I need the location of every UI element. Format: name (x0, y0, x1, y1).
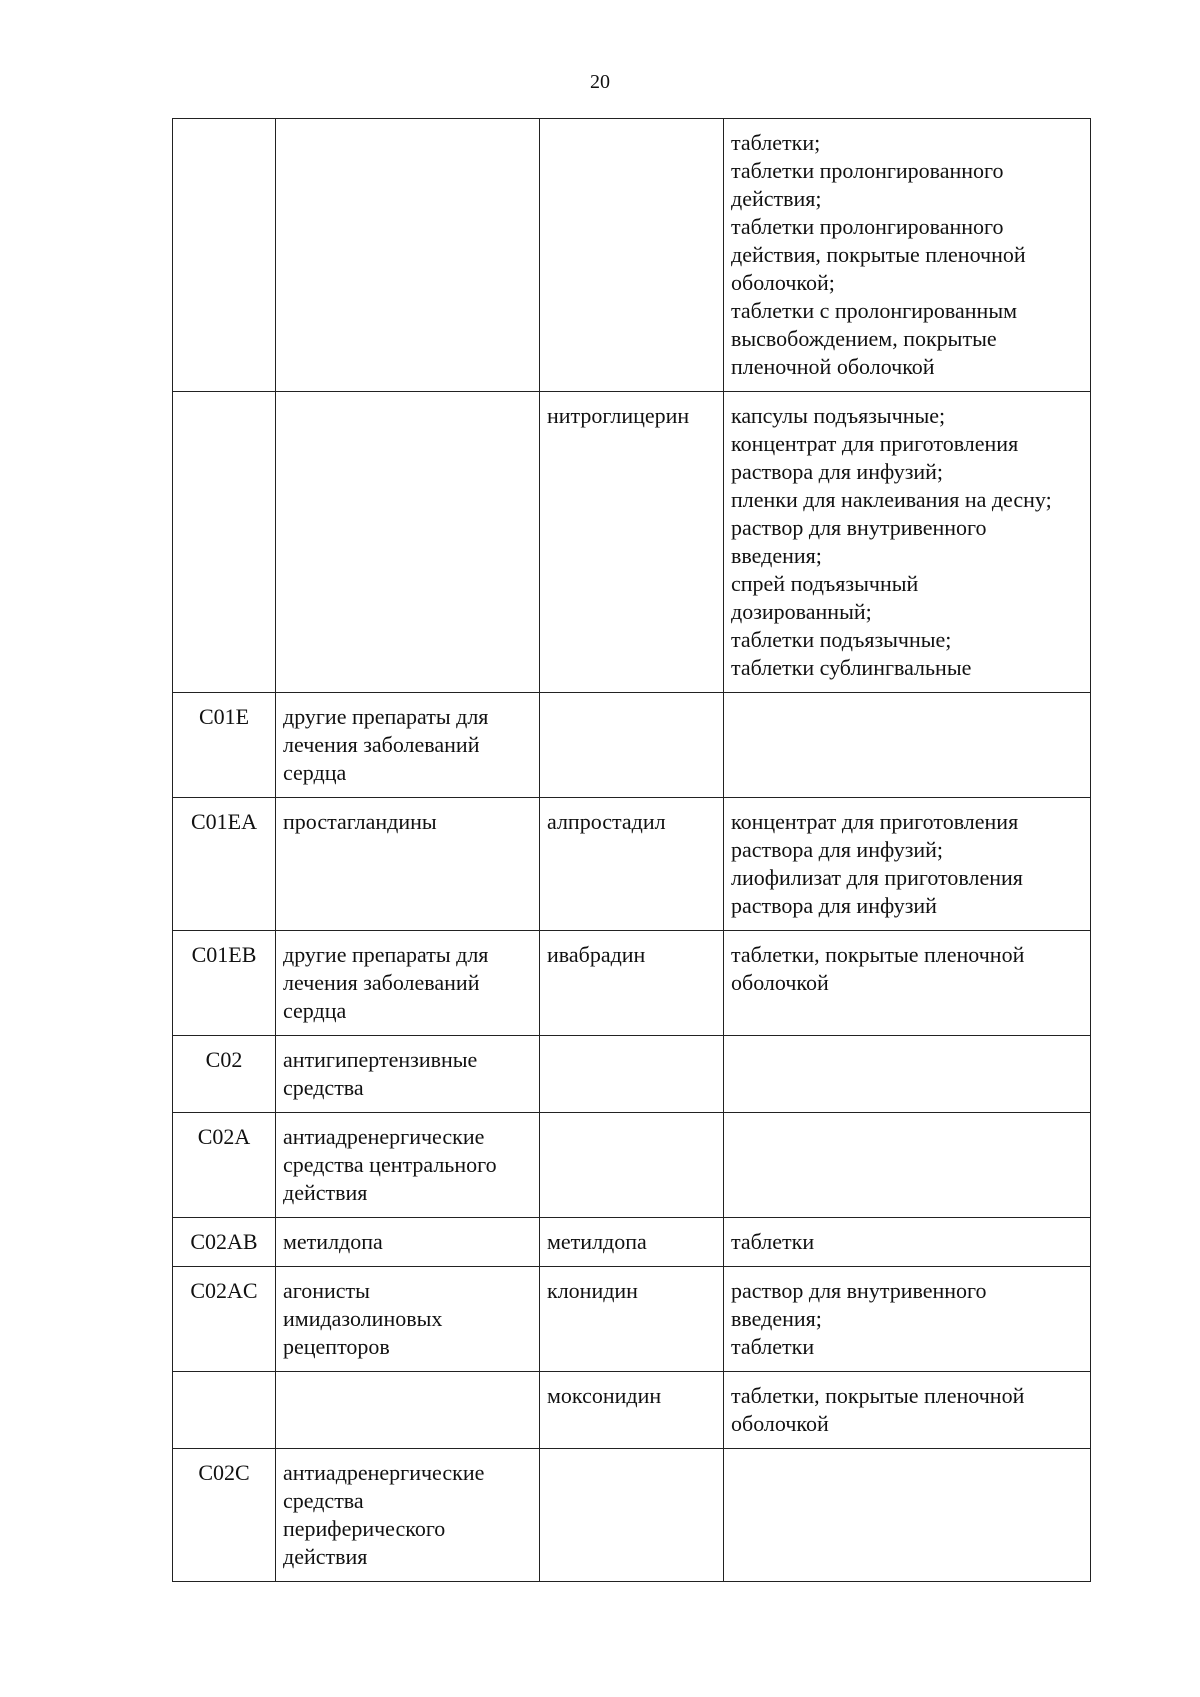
substance-cell: клонидин (540, 1267, 724, 1372)
group-line: средства (283, 1075, 364, 1100)
atc-group-cell (276, 1372, 540, 1449)
table-row (173, 1449, 1091, 1582)
dosage-form-line: таблетки пролонгированного (731, 214, 1004, 239)
group-line: сердца (283, 998, 347, 1023)
dosage-form-line: лиофилизат для приготовления (731, 865, 1023, 890)
dosage-form-line: таблетки; (731, 130, 821, 155)
atc-group-cell (276, 1218, 540, 1267)
table-row (173, 1218, 1091, 1267)
substance-cell (540, 693, 724, 798)
atc-code-cell (173, 392, 276, 693)
table-row (173, 1267, 1091, 1372)
dosage-forms-cell (724, 693, 1091, 798)
table-row (173, 392, 1091, 693)
atc-code-cell: C02AB (173, 1218, 276, 1267)
dosage-form-line: раствор для внутривенного (731, 1278, 987, 1303)
atc-code-cell: C01EA (173, 798, 276, 931)
group-line: имидазолиновых (283, 1306, 443, 1331)
dosage-form-line: дозированный; (731, 599, 872, 624)
dosage-form-line: концентрат для приготовления (731, 431, 1019, 456)
dosage-form-line: таблетки сублингвальные (731, 655, 972, 680)
group-line: простагландины (283, 809, 437, 834)
substance-cell (540, 1036, 724, 1113)
atc-code-cell: C01E (173, 693, 276, 798)
dosage-form-line: оболочкой (731, 970, 829, 995)
table-row (173, 931, 1091, 1036)
group-line: другие препараты для (283, 942, 489, 967)
atc-code-cell (173, 1372, 276, 1449)
dosage-form-line: раствора для инфузий; (731, 459, 944, 484)
substance-cell (540, 119, 724, 392)
substance-cell: нитроглицерин (540, 392, 724, 693)
atc-group-cell (276, 1036, 540, 1113)
page-number: 20 (590, 71, 610, 93)
group-line: средства центрального (283, 1152, 497, 1177)
dosage-form-line: раствор для внутривенного (731, 515, 987, 540)
table-row (173, 1036, 1091, 1113)
dosage-forms-cell (724, 931, 1091, 1036)
dosage-form-line: таблетки подъязычные; (731, 627, 952, 652)
dosage-forms-cell (724, 1113, 1091, 1218)
table-row (173, 119, 1091, 392)
dosage-form-line: введения; (731, 543, 822, 568)
dosage-form-line: капсулы подъязычные; (731, 403, 946, 428)
atc-code-cell: C02C (173, 1449, 276, 1582)
dosage-form-line: раствора для инфузий; (731, 837, 944, 862)
dosage-forms-cell (724, 798, 1091, 931)
dosage-form-line: действия; (731, 186, 822, 211)
dosage-form-line: спрей подъязычный (731, 571, 919, 596)
dosage-form-line: действия, покрытые пленочной (731, 242, 1026, 267)
group-line: действия (283, 1544, 368, 1569)
dosage-forms-cell (724, 1036, 1091, 1113)
atc-code-cell: C01EB (173, 931, 276, 1036)
atc-group-cell (276, 392, 540, 693)
dosage-form-line: раствора для инфузий (731, 893, 937, 918)
dosage-form-line: высвобождением, покрытые (731, 326, 997, 351)
atc-group-cell (276, 693, 540, 798)
dosage-form-line: таблетки, покрытые пленочной (731, 942, 1025, 967)
atc-group-cell (276, 1113, 540, 1218)
dosage-form-line: введения; (731, 1306, 822, 1331)
substance-cell: ивабрадин (540, 931, 724, 1036)
dosage-form-line: таблетки (731, 1229, 815, 1254)
substance-cell (540, 1449, 724, 1582)
substance-cell (540, 1113, 724, 1218)
dosage-forms-cell (724, 1218, 1091, 1267)
atc-code-cell: C02A (173, 1113, 276, 1218)
dosage-form-line: пленочной оболочкой (731, 354, 935, 379)
group-line: лечения заболеваний (283, 732, 480, 757)
substance-cell: алпростадил (540, 798, 724, 931)
dosage-form-line: таблетки, покрытые пленочной (731, 1383, 1025, 1408)
dosage-form-line: оболочкой (731, 1411, 829, 1436)
dosage-forms-cell (724, 1372, 1091, 1449)
group-line: антиадренергические (283, 1124, 485, 1149)
dosage-forms-cell (724, 392, 1091, 693)
group-line: метилдопа (283, 1229, 383, 1254)
dosage-form-line: таблетки пролонгированного (731, 158, 1004, 183)
table-body (173, 119, 1091, 1582)
dosage-forms-cell (724, 1267, 1091, 1372)
group-line: другие препараты для (283, 704, 489, 729)
dosage-forms-cell (724, 119, 1091, 392)
substance-cell: моксонидин (540, 1372, 724, 1449)
dosage-form-line: таблетки с пролонгированным (731, 298, 1018, 323)
group-line: периферического (283, 1516, 446, 1541)
atc-code-cell: C02 (173, 1036, 276, 1113)
group-line: антиадренергические (283, 1460, 485, 1485)
group-line: рецепторов (283, 1334, 390, 1359)
group-line: лечения заболеваний (283, 970, 480, 995)
table-row (173, 1372, 1091, 1449)
group-line: агонисты (283, 1278, 370, 1303)
table-row (173, 798, 1091, 931)
atc-code-cell (173, 119, 276, 392)
dosage-form-line: таблетки (731, 1334, 815, 1359)
atc-code-cell: C02AC (173, 1267, 276, 1372)
atc-group-cell (276, 798, 540, 931)
dosage-forms-cell (724, 1449, 1091, 1582)
atc-group-cell (276, 1267, 540, 1372)
group-line: антигипертензивные (283, 1047, 478, 1072)
atc-group-cell (276, 119, 540, 392)
table-row (173, 1113, 1091, 1218)
atc-group-cell (276, 931, 540, 1036)
dosage-form-line: пленки для наклеивания на десну; (731, 487, 1052, 512)
drug-table (172, 118, 1091, 1582)
dosage-form-line: концентрат для приготовления (731, 809, 1019, 834)
dosage-form-line: оболочкой; (731, 270, 835, 295)
group-line: сердца (283, 760, 347, 785)
substance-cell: метилдопа (540, 1218, 724, 1267)
atc-group-cell (276, 1449, 540, 1582)
table-row (173, 693, 1091, 798)
group-line: действия (283, 1180, 368, 1205)
group-line: средства (283, 1488, 364, 1513)
